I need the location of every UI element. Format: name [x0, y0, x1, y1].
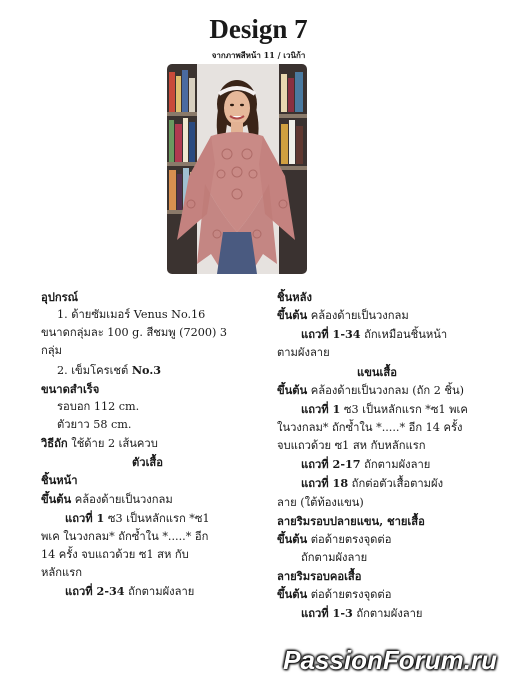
materials-heading: อุปกรณ์ [41, 290, 78, 304]
sleeve-row-1-text: ซ3 เป็นหลักแรก *ซ1 พเค [343, 402, 468, 416]
edge-sleeve-hem-heading: ลายริมรอบปลายแขน, ชายเสื้อ [277, 513, 425, 528]
sleeve-row-1-label: แถวที่ 1 [301, 401, 341, 416]
sleeve-row-1-line-1 [277, 400, 477, 419]
sleeve-heading: แขนเสื้อ [357, 364, 397, 379]
sleeve-row-2-line [277, 455, 477, 474]
sleeve-start-label: ขึ้นต้น [277, 382, 308, 397]
method-line [41, 434, 254, 453]
edge-neck-start-label: ขึ้นต้น [277, 587, 308, 602]
front-row-1-text: ซ3 เป็นหลักแรก *ซ1 [107, 511, 210, 525]
sleeve-row-3-line-2: ลาย (ใต้ท้องแขน) [277, 495, 364, 509]
back-start-line [277, 306, 477, 325]
edge-sleeve-hem-start-text: ต่อด้ายตรงจุดต่อ [310, 532, 392, 546]
front-row-2-text: ถักตามผังลาย [128, 585, 195, 599]
back-row-line-2: ตามผังลาย [277, 346, 330, 360]
back-row-label: แถวที่ 1-34 [301, 327, 361, 342]
edge-neck-heading: ลายริมรอบคอเสื้อ [277, 569, 362, 584]
back-row-line-1 [277, 325, 477, 344]
back-start-label: ขึ้นต้น [277, 308, 308, 323]
size-heading: ขนาดสำเร็จ [41, 381, 100, 396]
front-heading: ชิ้นหน้า [41, 473, 78, 488]
material-item-2-needle-size: No.3 [131, 362, 161, 377]
edge-sleeve-hem-start-label: ขึ้นต้น [277, 531, 308, 546]
sleeve-row-2-text: ถักตามผังลาย [364, 458, 431, 472]
front-row-1-line-3: 14 ครั้ง จบแถวด้วย ซ1 สห กับ [41, 547, 189, 561]
sleeve-row-3-text: ถักต่อตัวเสื้อตามผัง [351, 477, 444, 491]
sleeve-row-3-label: แถวที่ 18 [301, 476, 349, 491]
front-row-1-line-1 [41, 509, 254, 528]
sleeve-row-1-line-2: ในวงกลม* ถักซ้ำใน *.....* อีก 14 ครั้ง [277, 420, 463, 434]
design-subtitle: จากภาพสีหน้า 11 / เวนิก้า [211, 50, 306, 60]
front-row-1-line-4: หลักแรก [41, 566, 82, 580]
edge-neck-row-label: แถวที่ 1-3 [301, 606, 353, 621]
edge-neck-start-line [277, 585, 477, 604]
size-bust: รอบอก 112 cm. [57, 399, 140, 413]
front-row-2-line [41, 582, 254, 601]
back-start-text: คล้องด้ายเป็นวงกลม [310, 309, 409, 323]
front-row-1-label: แถวที่ 1 [65, 510, 105, 525]
method-label: วิธีถัก [41, 436, 68, 451]
front-row-1-line-2: พเค ในวงกลม* ถักซ้ำใน *.....* อีก [41, 529, 209, 543]
front-row-2-label: แถวที่ 2-34 [65, 584, 125, 599]
edge-neck-row-line [277, 604, 477, 623]
material-item-1-detail: ขนาดกลุ่มละ 100 g. สีชมพู (7200) 3 [41, 326, 228, 340]
front-start-label: ขึ้นต้น [41, 491, 72, 506]
sleeve-start-line [277, 381, 477, 400]
body-heading: ตัวเสื้อ [132, 455, 163, 470]
size-length: ตัวยาว 58 cm. [57, 417, 132, 431]
sleeve-start-text: คล้องด้ายเป็นวงกลม (ถัก 2 ชิ้น) [310, 383, 465, 397]
site-watermark: PassionForum.ru [283, 645, 497, 675]
material-item-2-text: 2. เข็มโครเชต์ [57, 363, 129, 377]
sleeve-row-2-label: แถวที่ 2-17 [301, 457, 361, 472]
method-text: ใช้ด้าย 2 เส้นควบ [71, 437, 158, 451]
material-item-1-detail-2: กลุ่ม [41, 344, 63, 358]
edge-sleeve-hem-text: ถักตามผังลาย [301, 550, 368, 564]
sleeve-row-1-line-3: จบแถวด้วย ซ1 สห กับหลักแรก [277, 439, 426, 453]
left-column [41, 288, 254, 601]
design-title: Design 7 [209, 14, 308, 44]
model-photo [167, 64, 307, 274]
edge-neck-row-text: ถักตามผังลาย [356, 607, 423, 621]
back-heading: ชิ้นหลัง [277, 290, 312, 304]
material-item-2 [41, 361, 254, 380]
material-item-1: 1. ด้ายซัมเมอร์ Venus No.16 [57, 308, 206, 322]
sleeve-row-3-line-1 [277, 474, 477, 493]
back-row-text: ถักเหมือนชิ้นหน้า [364, 328, 448, 342]
edge-sleeve-hem-start-line [277, 530, 477, 549]
right-column [277, 288, 477, 624]
front-start-line [41, 490, 254, 509]
front-start-text: คล้องด้ายเป็นวงกลม [74, 492, 173, 506]
edge-neck-start-text: ต่อด้ายตรงจุดต่อ [310, 588, 392, 602]
